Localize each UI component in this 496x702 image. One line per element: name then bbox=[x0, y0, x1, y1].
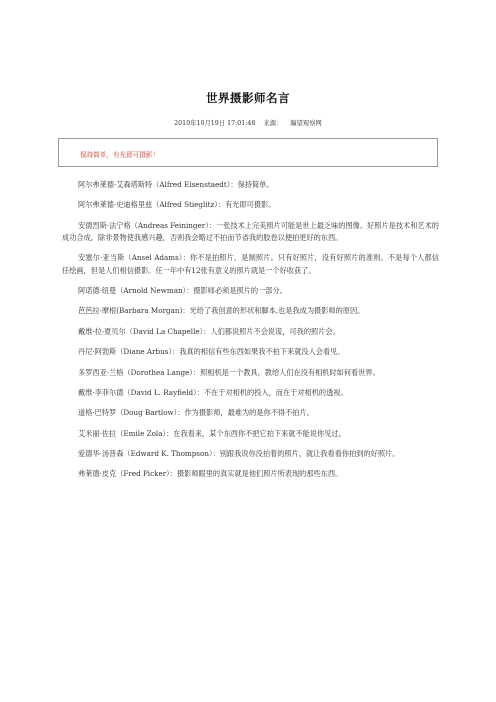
quote-paragraph: 阿诺德·纽曼（Arnold Newman）：摄影师必须是照片的一部分。 bbox=[78, 285, 287, 295]
article-meta bbox=[0, 118, 496, 127]
quote-paragraph: 阿尔弗莱德·史迪格里兹（Alfred Stieglitz）：有光即可摄影。 bbox=[78, 200, 276, 210]
quote-paragraph: 阿尔弗莱德·艾森塔斯特（Alfred Eisenstaedt）：保持简单。 bbox=[78, 180, 274, 189]
source-label: 来源： bbox=[263, 120, 283, 127]
quote-paragraph: 戴维·拉·夏贝尔（David La Chapelle）：人们都说照片不会说谎，可我的照片会。 bbox=[78, 326, 340, 336]
quote-paragraph: 安塞尔·亚当斯（Ansel Adams）：你不是拍照片，是制照片。只有好照片，没有好照片的准则。不是每个人都信任绘画，但是人们相信摄影。任一年中有12张有意义的照片就是一个好收获了。 bbox=[62, 253, 439, 275]
quote-paragraph: 戴维·李菲尔德（David L. Rayfield）：不在于对相机的投入，而在于对相机的透视。 bbox=[78, 387, 348, 397]
quote-paragraph: 丹尼·阿勃斯（Diane Arbus）：我真的相信有些东西如果我不拍下来就没人会看见。 bbox=[78, 347, 345, 357]
article-body bbox=[62, 179, 439, 489]
quote-paragraph: 芭芭拉·摩根(Barbara Morgan)：光给了我创意的形状和脚本,也是我成为摄影师的原因。 bbox=[78, 306, 365, 316]
quote-paragraph: 道格·巴特罗（Doug Bartlow）：作为摄影师，最难为的是你不得不拍片。 bbox=[78, 408, 314, 418]
page-title: 世界摄影师名言 bbox=[206, 91, 290, 105]
summary-box bbox=[58, 138, 438, 167]
summary-text: 保持简单，有光即可摄影！ bbox=[80, 151, 160, 159]
quote-paragraph: 弗莱德·皮克（Fred Picker）：摄影师眼里的真实就是他们照片所表现的那些东西。 bbox=[78, 469, 343, 479]
quote-paragraph: 多罗西亚·兰格（Dorothea Lange）：照相机是一个教具，教给人们在没有相机时如何看世界。 bbox=[78, 367, 380, 377]
source-name[interactable]: 瞳望观察网 bbox=[290, 120, 322, 127]
quote-paragraph: 安德烈斯·法宁格（Andreas Feininger）：一张技术上完美照片可能是世上最乏味的图像。好照片是技术和艺术的成功合成。除非景物使我感兴趣，否则我会略过不拍而节省我的胶卷以便拍更好的东西。 bbox=[62, 220, 439, 242]
quote-paragraph: 爱德华·汤普森（Edward K. Thompson）：别跟我说你没拍着的照片，就让我看看你拍到的好照片。 bbox=[78, 449, 400, 459]
quote-paragraph: 艾米丽·佐拉（Emile Zola）：在我看来，某个东西你不把它拍下来就不能说你见过。 bbox=[78, 428, 346, 438]
publish-date: 2010年10月19日 17:01:48 bbox=[174, 120, 256, 127]
